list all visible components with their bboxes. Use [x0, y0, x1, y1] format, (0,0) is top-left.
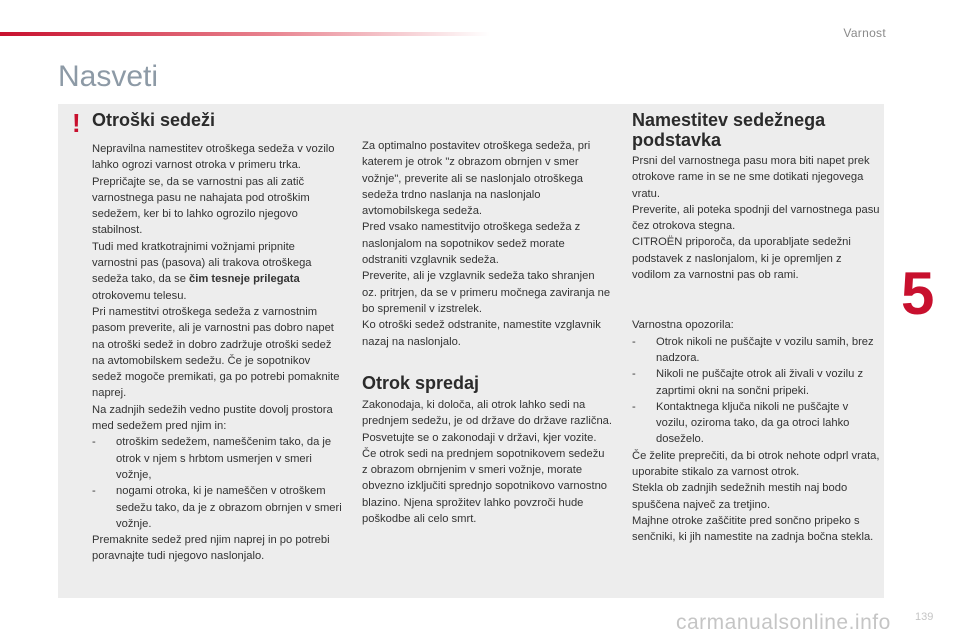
emphasis-text: čim tesneje prilegata [189, 273, 300, 286]
paragraph: Če otrok sedi na prednjem sopotnikovem sedežu z obrazom obrnjenim v smeri vožnje, morate obvezno izključiti sprednjo sopotnikovo varnostno blazino. Njena sprožitev lahko povzroči hude poškodbe ali celo smrt. [362, 447, 608, 526]
paragraph [92, 239, 342, 304]
list-item: - Kontaktnega ključa nikoli ne puščajte v vozilu, oziroma tako, da ga otroci lahko doseželo. [632, 399, 882, 448]
heading-child-front: Otrok spredaj [362, 373, 480, 393]
page-title: Nasveti [58, 60, 159, 93]
column-child-front [362, 397, 612, 527]
paragraph: Prepričajte se, da se varnostni pas ali zatič varnostnega pasu ne nahajata pod otroškim sedežem, ker bi to lahko ogrozilo njegovo stabilnost. [92, 175, 310, 237]
safety-warnings [632, 317, 882, 545]
heading-booster: Namestitev sedežnega podstavka [632, 110, 826, 150]
paragraph: Ko otroški sedež odstranite, namestite vzglavnik nazaj na naslonjalo. [362, 319, 601, 348]
list-item: - Otrok nikoli ne puščajte v vozilu samih, brez nadzora. [632, 334, 882, 367]
paragraph: Nepravilna namestitev otroškega sedeža v vozilo lahko ogrozi varnost otroka v primeru trka. [92, 143, 335, 172]
heading-child-seats: Otroški sedeži [92, 110, 216, 130]
chapter-number: 5 [901, 260, 935, 327]
column-booster [632, 153, 882, 546]
paragraph: Na zadnjih sedežih vedno pustite dovolj prostora med sedežem pred njim in: [92, 403, 333, 433]
paragraph: Zakonodaja, ki določa, ali otrok lahko sedi na prednjem sedežu, je od države do države različna. Posvetujte se o zakonodaji v državi, kjer vozite. [362, 399, 612, 444]
paragraph: Majhne otroke zaščitite pred sončno pripeko s senčniki, ki jih namestite na zadnja bočna stekla. [632, 514, 874, 544]
exclamation-icon: ! [72, 108, 81, 138]
paragraph: Pred vsako namestitvijo otroškega sedeža z naslonjalom na sopotnikov sedež morate odstraniti vzglavnik sedeža. [362, 221, 581, 267]
column-child-seats [92, 141, 342, 565]
paragraph: Preverite, ali je vzglavnik sedeža tako shranjen oz. pritrjen, da se v primeru močnega zaviranja ne bo spremenil v izstrelek. [362, 270, 611, 315]
paragraph: Varnostna opozorila: [632, 319, 734, 332]
paragraph: Če želite preprečiti, da bi otrok nehote odprl vrata, uporabite stikalo za varnost otrok. [632, 449, 880, 479]
paragraph: Preverite, ali poteka spodnji del varnostnega pasu čez otrokova stegna. [632, 203, 880, 233]
page-number: 139 [915, 611, 934, 623]
bullet-list [92, 434, 342, 532]
list-item: - Nikoli ne puščajte otrok ali živali v vozilu z zaprtimi okni na sončni pripeki. [632, 366, 882, 399]
paragraph: Prsni del varnostnega pasu mora biti napet prek otrokove rame in se ne sme dotikati njegovega vratu. [632, 155, 870, 200]
column-child-seat-tips [362, 138, 612, 350]
paragraph: Za optimalno postavitev otroškega sedeža, pri katerem je otrok "z obrazom obrnjen v smer vožnje", preverite ali se naslonjalo otroškega sedeža trdno naslanja na naslonjalo avtomobilskega sedeža. [362, 140, 591, 218]
paragraph: Pri namestitvi otroškega sedeža z varnostnim pasom preverite, ali je varnostni pas dobro napet na otroški sedež in dobro zadržuje otroški sedež na avtomobilskem sedežu. Če je sopotnikov sedež mogoče premikati, ga po potrebi pomaknite naprej. [92, 305, 340, 400]
list-item: - nogami otroka, ki je nameščen v otroškem sedežu tako, da je z obrazom obrnjen v smeri vožnje. [92, 483, 342, 532]
watermark: carmanualsonline.info [676, 611, 891, 634]
bullet-list [632, 334, 882, 448]
header-accent-bar [0, 32, 490, 36]
paragraph: CITROËN priporoča, da uporabljate sedežni podstavek z naslonjalom, ki je opremljen z vodilom za varnostni pas ob rami. [632, 236, 851, 282]
paragraph: Premaknite sedež pred njim naprej in po potrebi poravnajte tudi njegovo naslonjalo. [92, 534, 330, 563]
text: otrokovemu telesu. [92, 289, 187, 302]
section-label: Varnost [843, 26, 886, 40]
list-item: - otroškim sedežem, nameščenim tako, da je otrok v njem s hrbtom usmerjen v smeri vožnje, [92, 434, 342, 483]
text: Tudi med kratkotrajnimi vožnjami pripnite varnostni pas (pasova) ali trakova otroškega sedeža tako, da se [92, 240, 312, 286]
paragraph: Stekla ob zadnjih sedežnih mestih naj bodo spuščena največ za tretjino. [632, 482, 848, 511]
